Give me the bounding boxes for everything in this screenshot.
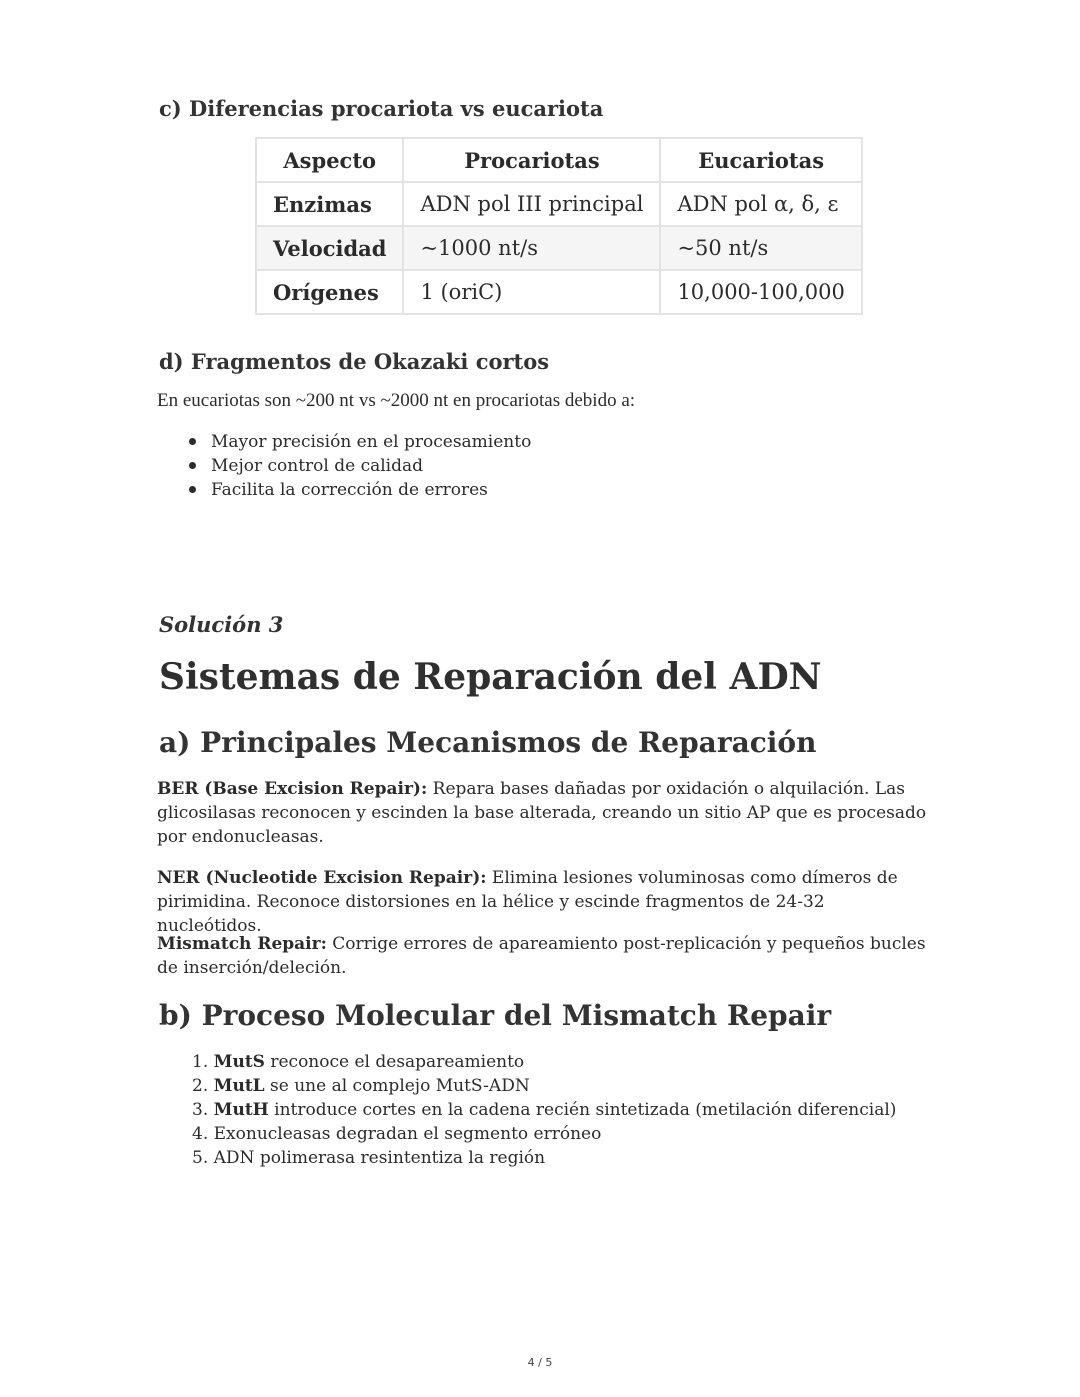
step-number: 3. [192, 1100, 209, 1120]
step-term: MutL [213, 1076, 265, 1096]
step-term: MutH [213, 1100, 269, 1120]
solution-label: Solución 3 [159, 612, 284, 637]
list-item-text: Facilita la corrección de errores [211, 480, 488, 500]
page-title: Sistemas de Reparación del ADN [159, 656, 822, 698]
list-item [192, 1050, 896, 1074]
table-row-label: Velocidad [256, 226, 403, 270]
list-item [192, 1122, 896, 1146]
table-header-cell: Eucariotas [660, 138, 861, 182]
step-text: introduce cortes en la cadena recién sintetizada (metilación diferencial) [268, 1100, 897, 1120]
table-row-label: Enzimas [256, 182, 403, 226]
table-cell: ~1000 nt/s [403, 226, 660, 270]
ber-paragraph [157, 777, 927, 849]
table-cell: ~50 nt/s [660, 226, 861, 270]
section-c-heading: c) Diferencias procariota vs eucariota [159, 96, 604, 121]
bullet-icon [189, 438, 196, 445]
step-text: ADN polimerasa resintentiza la región [213, 1148, 546, 1168]
mismatch-paragraph [157, 932, 927, 980]
okazaki-reasons-list [186, 430, 531, 502]
step-number: 5. [192, 1148, 209, 1168]
table-cell: 10,000-100,000 [660, 270, 861, 314]
subsection-b-heading: b) Proceso Molecular del Mismatch Repair [159, 999, 832, 1032]
table-cell: ADN pol α, δ, ε [660, 182, 861, 226]
ner-text: Elimina lesiones voluminosas como dímeros de pirimidina. Reconoce distorsiones en la hélice y escinde fragmentos de 24-32 nucleótidos. [157, 868, 898, 936]
ber-text: Repara bases dañadas por oxidación o alquilación. Las glicosilasas reconocen y escinden la base alterada, creando un sitio AP que es procesado por endonucleasas. [157, 779, 927, 847]
step-text: reconoce el desapareamiento [264, 1052, 525, 1072]
table-cell: 1 (oriC) [403, 270, 660, 314]
table-header-cell: Procariotas [403, 138, 660, 182]
table-row [256, 270, 862, 314]
list-item [186, 478, 531, 502]
table-row [256, 182, 862, 226]
bullet-icon [189, 486, 196, 493]
mismatch-text: Corrige errores de apareamiento post-replicación y pequeños bucles de inserción/deleción. [157, 934, 926, 978]
subsection-a-heading: a) Principales Mecanismos de Reparación [159, 726, 817, 759]
step-text: Exonucleasas degradan el segmento erróneo [213, 1124, 602, 1144]
list-item-text: Mayor precisión en el procesamiento [211, 432, 532, 452]
page-number: 4 / 5 [527, 1356, 553, 1369]
step-number: 4. [192, 1124, 209, 1144]
ner-term: NER (Nucleotide Excision Repair): [157, 868, 487, 888]
ner-paragraph [157, 866, 927, 938]
section-d-heading: d) Fragmentos de Okazaki cortos [159, 349, 550, 374]
list-item [186, 430, 531, 454]
mismatch-steps-list [192, 1050, 896, 1170]
table-row [256, 226, 862, 270]
step-term: MutS [213, 1052, 265, 1072]
list-item [192, 1074, 896, 1098]
step-text: se une al complejo MutS-ADN [264, 1076, 530, 1096]
comparison-table [255, 137, 863, 315]
bullet-icon [189, 462, 196, 469]
table-row-label: Orígenes [256, 270, 403, 314]
mismatch-term: Mismatch Repair: [157, 934, 327, 954]
ber-term: BER (Base Excision Repair): [157, 779, 428, 799]
list-item-text: Mejor control de calidad [211, 456, 424, 476]
table-cell: ADN pol III principal [403, 182, 660, 226]
list-item [192, 1098, 896, 1122]
table-header-cell: Aspecto [256, 138, 403, 182]
step-number: 1. [192, 1052, 209, 1072]
section-d-intro: En eucariotas son ~200 nt vs ~2000 nt en procariotas debido a: [157, 390, 636, 411]
list-item [192, 1146, 896, 1170]
step-number: 2. [192, 1076, 209, 1096]
list-item [186, 454, 531, 478]
table-header-row [256, 138, 862, 182]
